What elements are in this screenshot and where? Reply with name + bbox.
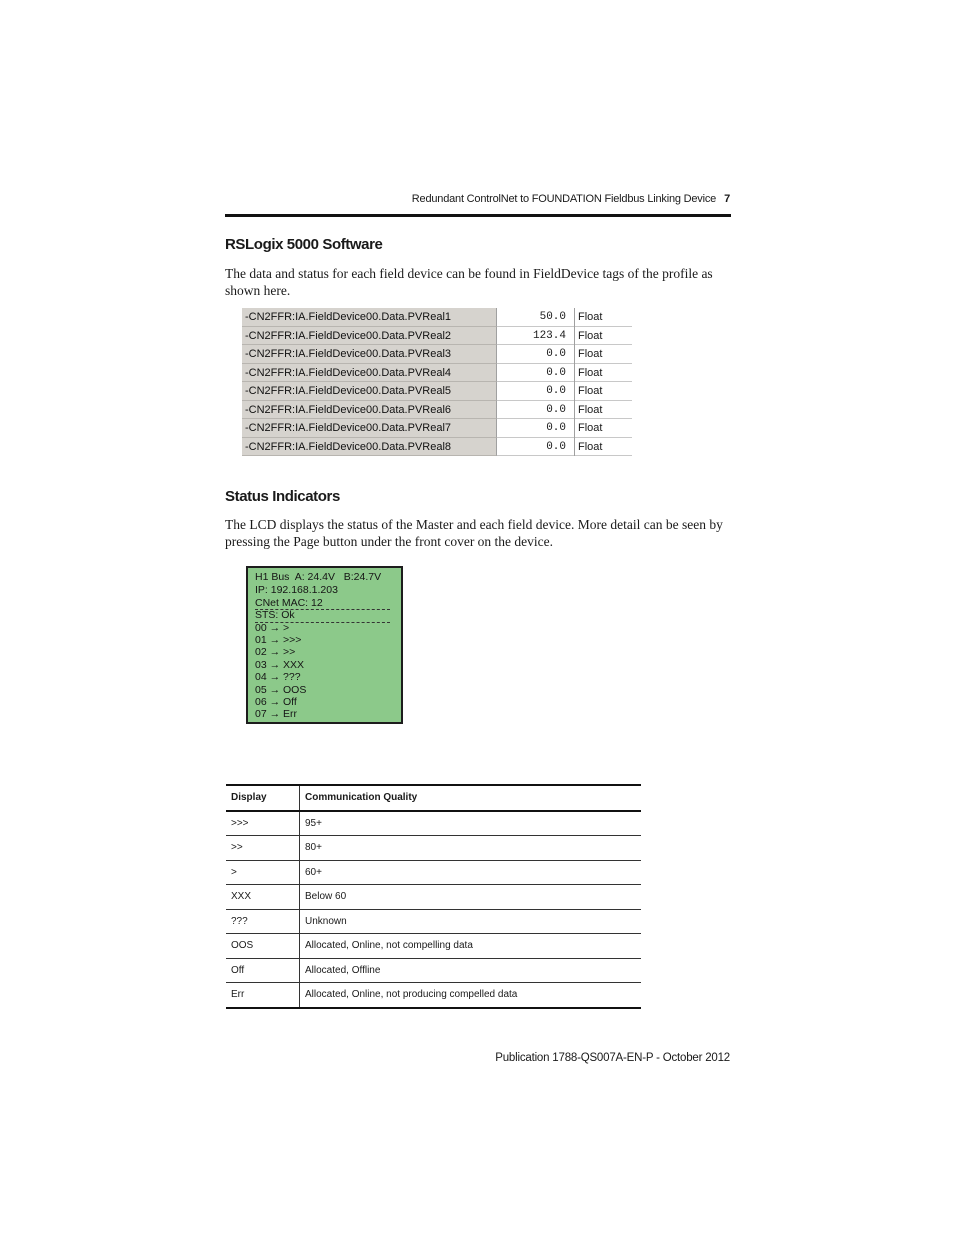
header-title: Redundant ControlNet to FOUNDATION Fieldbus Linking Device [411, 193, 717, 205]
tag-type: Float [575, 308, 632, 327]
tag-name: -CN2FFR:IA.FieldDevice00.Data.PVReal8 [242, 438, 497, 457]
table-row [226, 934, 641, 959]
lcd-line-device: 06 → Off [255, 696, 297, 708]
display-cell: OOS [226, 934, 300, 959]
tag-name: -CN2FFR:IA.FieldDevice00.Data.PVReal5 [242, 382, 497, 401]
tag-name: -CN2FFR:IA.FieldDevice00.Data.PVReal1 [242, 308, 497, 327]
lcd-line-mac: CNet MAC: 12 [255, 597, 323, 609]
column-header-quality: Communication Quality [305, 792, 418, 804]
table-row [226, 885, 641, 910]
display-cell: Err [226, 983, 300, 1008]
tag-type: Float [575, 345, 632, 364]
table-row [226, 811, 641, 836]
section-heading-status: Status Indicators [225, 488, 340, 505]
display-cell: > [226, 860, 300, 885]
tag-name: -CN2FFR:IA.FieldDevice00.Data.PVReal6 [242, 401, 497, 420]
table-header-row [226, 785, 641, 811]
tag-value[interactable]: 0.0 [497, 382, 574, 401]
tag-value[interactable]: 0.0 [497, 401, 574, 420]
tag-value[interactable]: 50.0 [497, 308, 574, 327]
lcd-line-device: 02 → >> [255, 646, 296, 658]
table-row [226, 983, 641, 1008]
tag-name: -CN2FFR:IA.FieldDevice00.Data.PVReal2 [242, 327, 497, 346]
tag-type: Float [575, 438, 632, 457]
tag-row[interactable] [242, 419, 632, 438]
quality-cell: 80+ [305, 842, 322, 854]
tag-type: Float [575, 401, 632, 420]
lcd-line-ip: IP: 192.168.1.203 [255, 584, 338, 596]
lcd-line-device: 04 → ??? [255, 671, 301, 683]
display-cell: Off [226, 958, 300, 983]
lcd-line-device: 01 → >>> [255, 634, 302, 646]
quality-cell: Allocated, Online, not producing compelled data [305, 989, 518, 1001]
section-paragraph-status: The LCD displays the status of the Master and each field device. More detail can be seen by pressing the Page button under the front cover on the device. [225, 517, 723, 549]
tag-type: Float [575, 364, 632, 383]
lcd-line-bus: H1 Bus A: 24.4V B:24.7V [255, 571, 382, 583]
display-cell: >>> [226, 811, 300, 836]
tag-grid [242, 308, 632, 456]
communication-quality-table [226, 784, 641, 1009]
tag-row[interactable] [242, 308, 632, 327]
tag-row[interactable] [242, 327, 632, 346]
lcd-line-status: STS: Ok [255, 609, 295, 621]
tag-value[interactable]: 0.0 [497, 364, 574, 383]
table-row [226, 836, 641, 861]
lcd-display [246, 566, 403, 724]
table-row [226, 909, 641, 934]
display-cell: ??? [226, 909, 300, 934]
quality-cell: Allocated, Online, not compelling data [305, 940, 473, 952]
tag-type: Float [575, 419, 632, 438]
lcd-line-device: 05 → OOS [255, 684, 307, 696]
tag-value[interactable]: 0.0 [497, 419, 574, 438]
quality-cell: Allocated, Offline [305, 964, 381, 976]
publication-footer: Publication 1788-QS007A-EN-P - October 2012 [495, 1052, 730, 1064]
display-cell: >> [226, 836, 300, 861]
tag-name: -CN2FFR:IA.FieldDevice00.Data.PVReal4 [242, 364, 497, 383]
table-row [226, 860, 641, 885]
tag-value[interactable]: 0.0 [497, 438, 574, 457]
tag-type: Float [575, 327, 632, 346]
running-header [225, 193, 730, 205]
tag-row[interactable] [242, 345, 632, 364]
column-header-display: Display [226, 785, 300, 811]
header-rule [225, 214, 731, 217]
page-number: 7 [724, 193, 730, 205]
tag-row[interactable] [242, 401, 632, 420]
quality-cell: 60+ [305, 866, 322, 878]
tag-name: -CN2FFR:IA.FieldDevice00.Data.PVReal7 [242, 419, 497, 438]
tag-row[interactable] [242, 382, 632, 401]
lcd-line-device: 00 → > [255, 622, 290, 634]
quality-cell: Unknown [305, 915, 347, 927]
section-paragraph-rslogix: The data and status for each field device can be found in FieldDevice tags of the profile as shown here. [225, 266, 713, 298]
lcd-line-device: 07 → Err [255, 708, 298, 720]
quality-cell: Below 60 [305, 891, 347, 903]
tag-name: -CN2FFR:IA.FieldDevice00.Data.PVReal3 [242, 345, 497, 364]
display-cell: XXX [226, 885, 300, 910]
tag-row[interactable] [242, 438, 632, 457]
lcd-line-device: 03 → XXX [255, 659, 305, 671]
tag-value[interactable]: 123.4 [497, 327, 574, 346]
tag-type: Float [575, 382, 632, 401]
tag-row[interactable] [242, 364, 632, 383]
tag-value[interactable]: 0.0 [497, 345, 574, 364]
quality-cell: 95+ [305, 817, 322, 829]
section-heading-rslogix: RSLogix 5000 Software [225, 236, 383, 253]
table-row [226, 958, 641, 983]
